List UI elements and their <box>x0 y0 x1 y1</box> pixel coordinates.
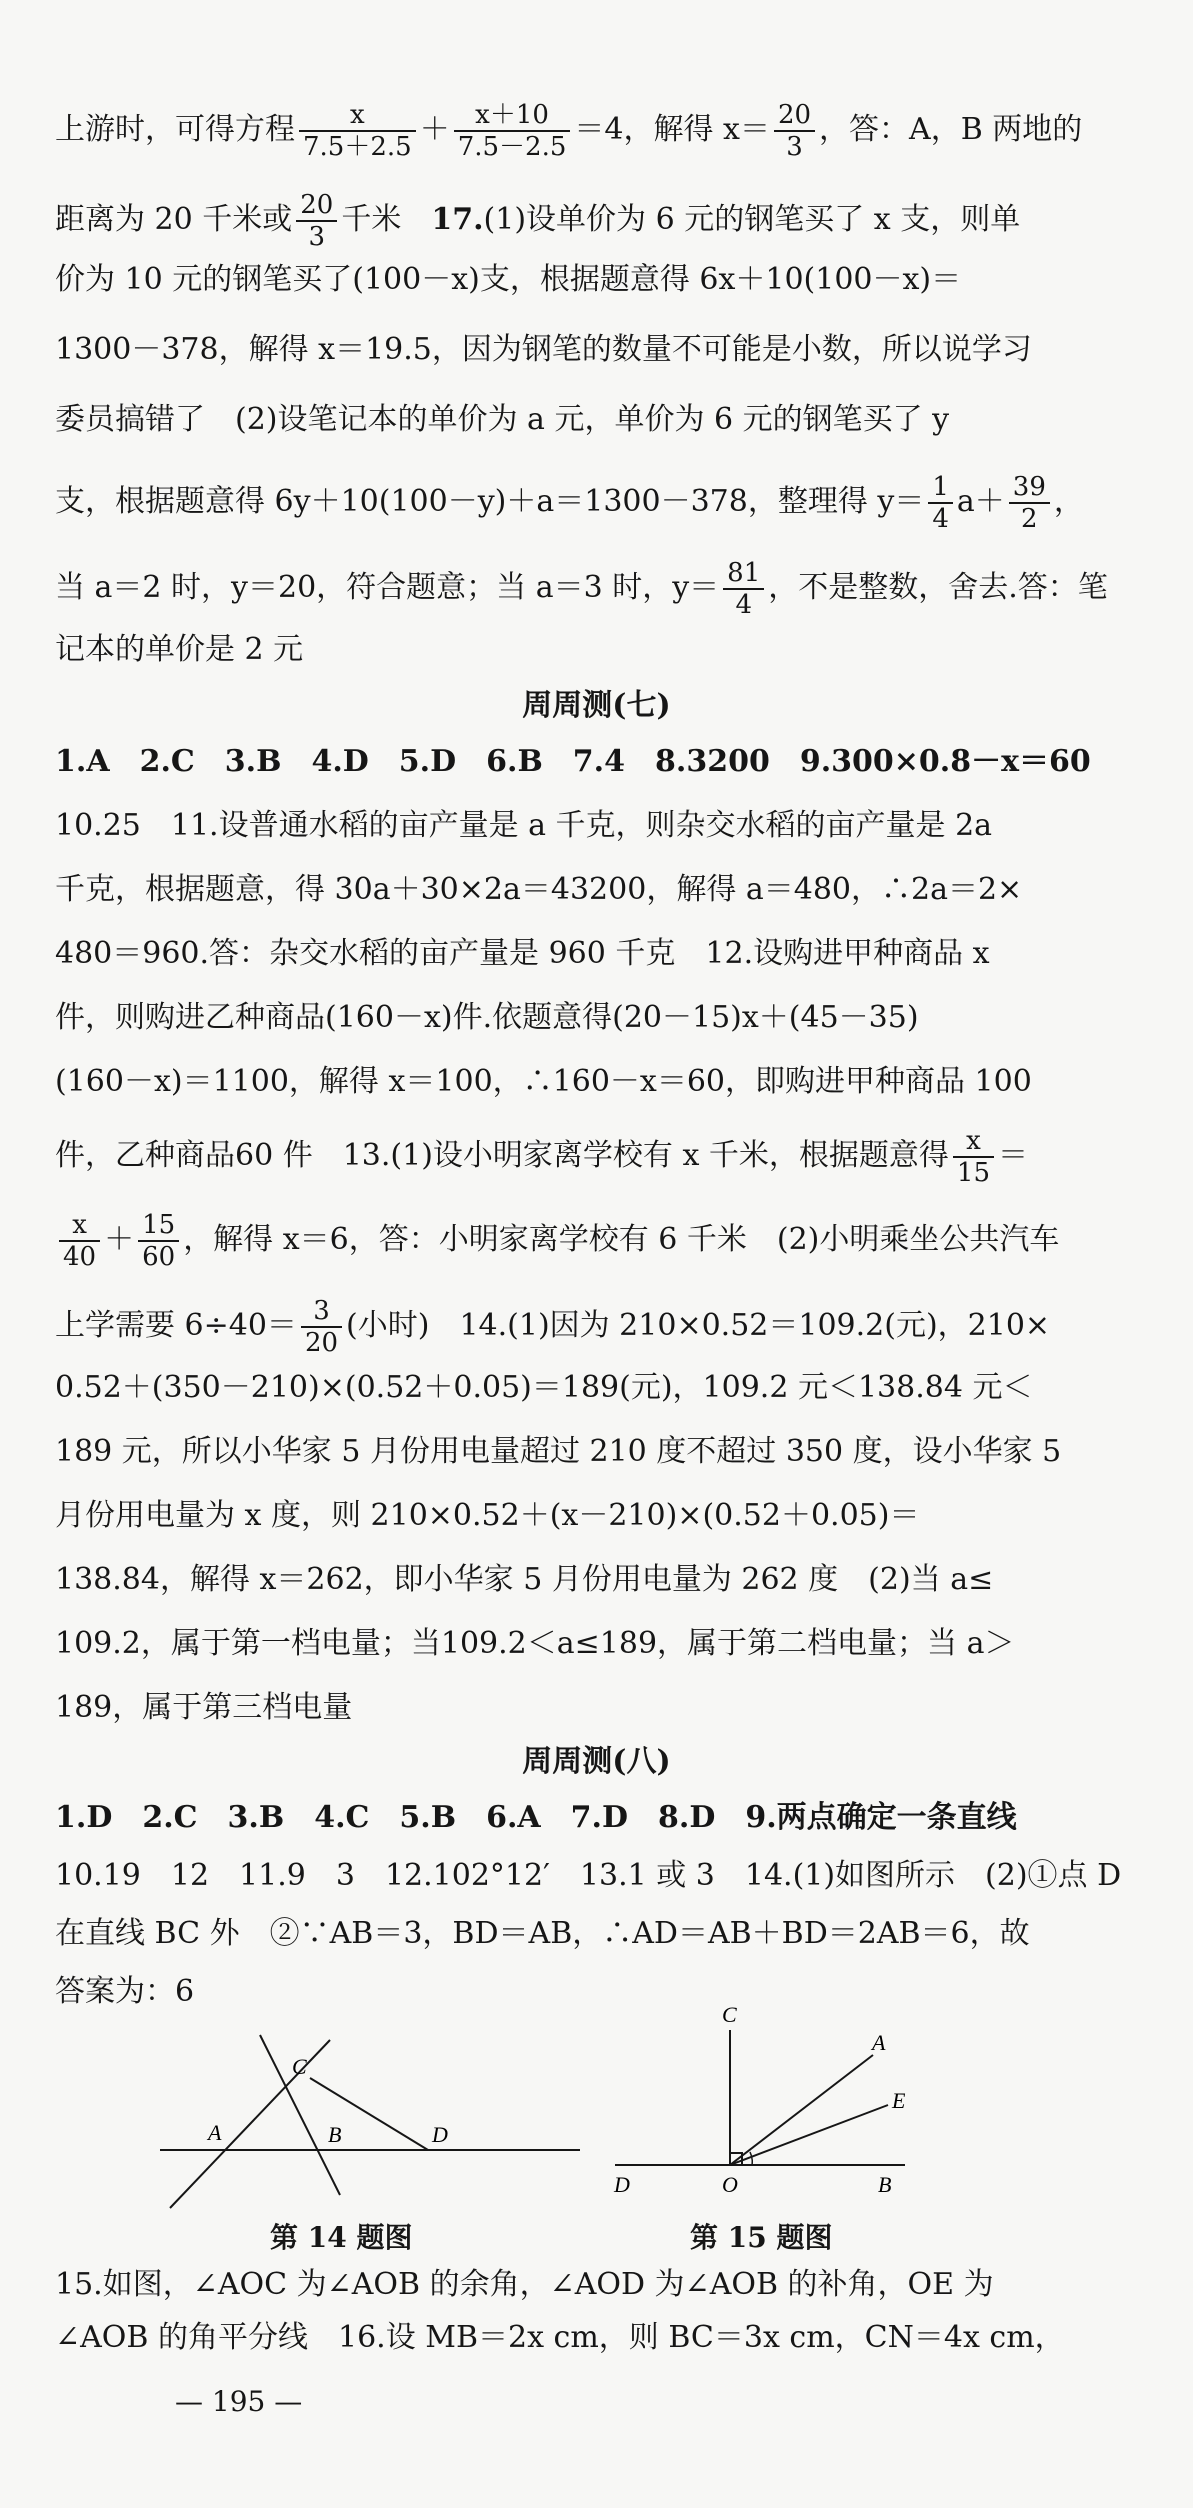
label-c: C <box>292 2054 307 2079</box>
text-line-12: 480＝960.答：杂交水稻的亩产量是 960 千克 12.设购进甲种商品 x <box>55 936 990 971</box>
text-line-15: 件，乙种商品60 件 13.(1)设小明家离学校有 x 千米，根据题意得 $\frac{x}{15}$ ＝ <box>55 1126 1028 1188</box>
figure-14-diagram <box>160 2030 580 2210</box>
label-d: D <box>614 2172 630 2197</box>
text-line-1: 上游时，可得方程 $\frac{x}{7.5+2.5}$ ＋ $\frac{x+10}{7.5-2.5}$ ＝4，解得 x＝ $\frac{20}{3}$ ，答：A，B 两地的 <box>55 100 1083 162</box>
text-line-23: 189，属于第三档电量 <box>55 1690 353 1725</box>
section-heading-week8: 周周测(八) <box>522 1744 671 1779</box>
text-line-5: 委员搞错了 (2)设笔记本的单价为 a 元，单价为 6 元的钢笔买了 y <box>55 402 950 437</box>
text-line-2: 距离为 20 千米或 $\frac{20}{3}$ 千米 17.(1)设单价为 6 元的钢笔买了 x 支，则单 <box>55 190 1021 252</box>
fraction: $\frac{x+10}{7.5-2.5}$ <box>454 100 571 162</box>
text-line-29: ∠AOB 的角平分线 16.设 MB＝2x cm，则 BC＝3x cm，CN＝4x cm， <box>55 2320 1065 2355</box>
figure-14-caption: 第 14 题图 <box>270 2221 413 2254</box>
fraction: $\frac{15}{60}$ <box>138 1210 179 1272</box>
figure-15-caption: 第 15 题图 <box>690 2221 833 2254</box>
label-e: E <box>892 2088 906 2113</box>
text-line-20: 月份用电量为 x 度，则 210×0.52＋(x－210)×(0.52＋0.05)＝ <box>55 1498 920 1533</box>
fraction: $\frac{20}{3}$ <box>296 190 337 252</box>
fraction: $\frac{1}{4}$ <box>928 472 953 534</box>
figure-15-diagram <box>610 2000 920 2200</box>
label-b: B <box>878 2172 892 2197</box>
text-line-7: 当 a＝2 时，y＝20，符合题意；当 a＝3 时，y＝ $\frac{81}{4}$ ，不是整数，舍去.答：笔 <box>55 558 1108 620</box>
text-line-27: 答案为：6 <box>55 1974 195 2009</box>
label-d: D <box>432 2122 448 2147</box>
text-line-3: 价为 10 元的钢笔买了(100－x)支，根据题意得 6x＋10(100－x)＝ <box>55 262 962 297</box>
text-line-10: 10.25 11.设普通水稻的亩产量是 a 千克，则杂交水稻的亩产量是 2a <box>55 808 993 843</box>
text-line-18: 0.52＋(350－210)×(0.52＋0.05)＝189(元)，109.2 元＜138.84 元＜ <box>55 1370 1033 1405</box>
label-c: C <box>722 2002 737 2027</box>
text-line-24: 1.D 2.C 3.B 4.C 5.B 6.A 7.D 8.D 9.两点确定一条直线 <box>55 1800 1017 1835</box>
fraction: $\frac{x}{7.5+2.5}$ <box>299 100 416 162</box>
fraction: $\frac{x}{15}$ <box>953 1126 994 1188</box>
text-line-17: 上学需要 6÷40＝ $\frac{3}{20}$ (小时) 14.(1)因为 210×0.52＝109.2(元)，210× <box>55 1296 1051 1358</box>
text-line-11: 千克，根据题意，得 30a＋30×2a＝43200，解得 a＝480，∴2a＝2× <box>55 872 1023 907</box>
label-o: O <box>722 2172 738 2197</box>
text-line-4: 1300－378，解得 x＝19.5，因为钢笔的数量不可能是小数，所以说学习 <box>55 332 1032 367</box>
text-line-13: 件，则购进乙种商品(160－x)件.依题意得(20－15)x＋(45－35) <box>55 1000 919 1035</box>
page-number: — 195 — <box>175 2385 303 2418</box>
ray-oe <box>730 2105 888 2165</box>
text-line-6: 支，根据题意得 6y＋10(100－y)＋a＝1300－378，整理得 y＝ $\frac{1}{4}$ a＋ $\frac{39}{2}$ ， <box>55 472 1084 534</box>
text-line-26: 在直线 BC 外 ②∵AB＝3，BD＝AB，∴AD＝AB＋BD＝2AB＝6，故 <box>55 1916 1030 1951</box>
angle-arc <box>750 2152 752 2165</box>
fraction: $\frac{81}{4}$ <box>723 558 764 620</box>
label-a: A <box>872 2030 886 2055</box>
text-line-25: 10.19 12 11.9 3 12.102°12′ 13.1 或 3 14.(1)如图所示 (2)①点 D <box>55 1858 1122 1893</box>
ray-oa <box>730 2055 873 2165</box>
text-line-28: 15.如图，∠AOC 为∠AOB 的余角，∠AOD 为∠AOB 的补角，OE 为 <box>55 2267 994 2302</box>
text-line-14: (160－x)＝1100，解得 x＝100，∴160－x＝60，即购进甲种商品 100 <box>55 1064 1032 1099</box>
label-b: B <box>328 2122 342 2147</box>
text-line-19: 189 元，所以小华家 5 月份用电量超过 210 度不超过 350 度，设小华家 5 <box>55 1434 1062 1469</box>
fraction: $\frac{3}{20}$ <box>301 1296 342 1358</box>
fraction: $\frac{20}{3}$ <box>774 100 815 162</box>
text-line-8: 记本的单价是 2 元 <box>55 632 304 667</box>
label-a: A <box>208 2120 222 2145</box>
text-line-16: $\frac{x}{40}$ ＋ $\frac{15}{60}$ ，解得 x＝6，答：小明家离学校有 6 千米 (2)小明乘坐公共汽车 <box>55 1210 1140 1272</box>
fraction: $\frac{39}{2}$ <box>1009 472 1050 534</box>
text-line-22: 109.2，属于第一档电量；当109.2＜a≤189，属于第二档电量；当 a＞ <box>55 1626 1015 1661</box>
text-line-9: 1.A 2.C 3.B 4.D 5.D 6.B 7.4 8.3200 9.300×0.8－x＝60 <box>55 744 1091 779</box>
text-line-21: 138.84，解得 x＝262，即小华家 5 月份用电量为 262 度 (2)当 a≤ <box>55 1562 994 1597</box>
fraction: $\frac{x}{40}$ <box>59 1210 100 1272</box>
section-heading-week7: 周周测(七) <box>522 688 671 723</box>
